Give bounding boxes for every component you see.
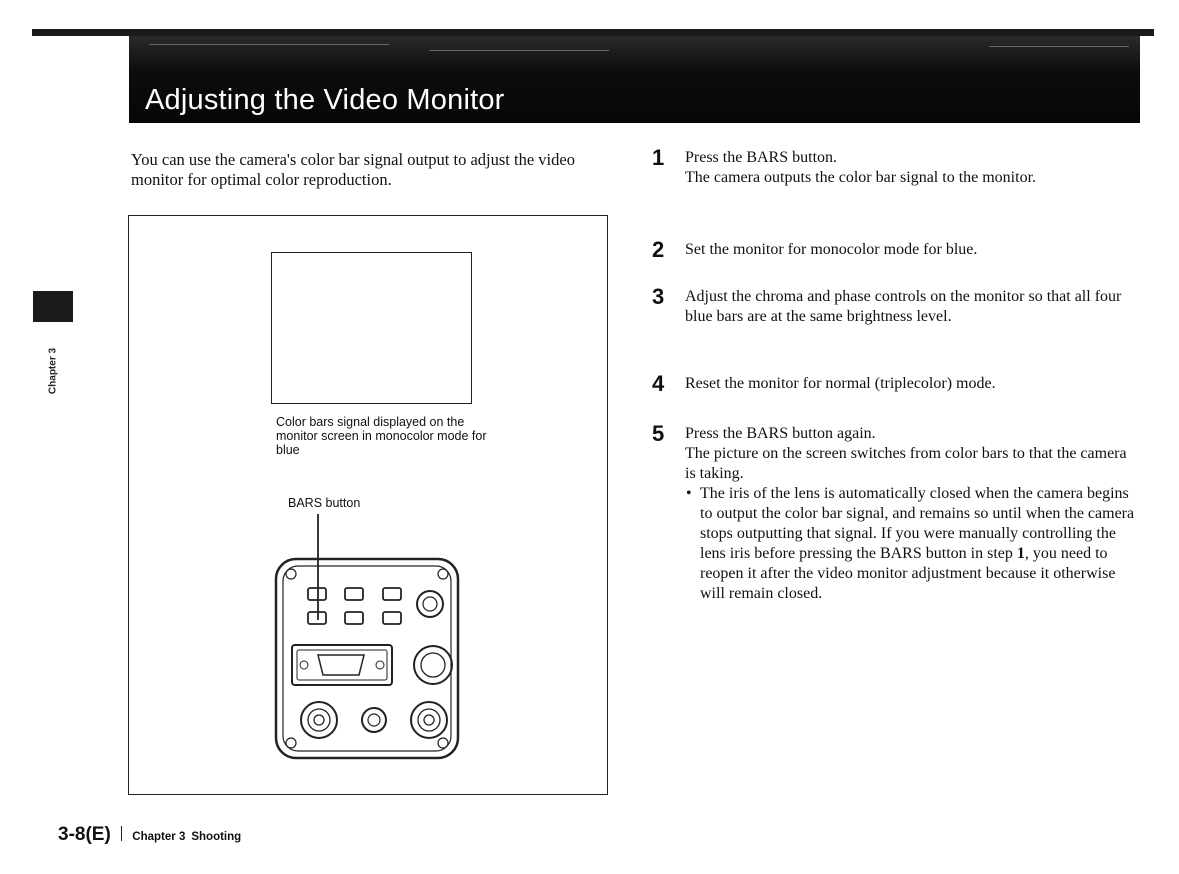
screw-icon: [438, 738, 448, 748]
footer-section: Shooting: [191, 831, 242, 843]
step-result: The camera outputs the color bar signal to the monitor.: [685, 169, 1037, 186]
step-number: 4: [652, 371, 665, 396]
step-number: 5: [652, 421, 665, 446]
chapter-tab-marker: [33, 291, 73, 322]
intro-paragraph: You can use the camera's color bar signal output to adjust the video monitor for optimal color reproduction.: [131, 150, 575, 189]
header-rule: [32, 29, 1154, 36]
bnc-connector-icon: [411, 702, 447, 738]
step-number: 1: [652, 145, 665, 170]
scan-noise: [989, 46, 1129, 47]
page-title: Adjusting the Video Monitor: [145, 84, 505, 116]
bnc-connector-icon: [301, 702, 337, 738]
step-action: Reset the monitor for normal (triplecolor) mode.: [685, 375, 996, 392]
step-action: Adjust the chroma and phase controls on the monitor so that all four blue bars are at the same brightness level.: [685, 288, 1122, 325]
bullet-icon: •: [686, 485, 692, 502]
scan-noise: [149, 44, 389, 45]
d-sub-connector: [292, 645, 392, 685]
bars-button: [308, 612, 326, 624]
step-number: 3: [652, 284, 665, 309]
screw-icon: [438, 569, 448, 579]
figure-caption: Color bars signal displayed on the monitor screen in monocolor mode for blue: [276, 415, 487, 457]
camera-rear-panel-illustration: [129, 216, 609, 796]
step-action: Press the BARS button.: [685, 149, 838, 166]
figure-box: [128, 215, 608, 795]
note-text: , you need to reopen it after the video monitor adjustment because it otherwise will remain closed.: [700, 545, 1116, 602]
page-footer: [58, 824, 241, 846]
dc-in-connector-icon: [362, 708, 386, 732]
footer-chapter: Chapter 3: [132, 831, 186, 843]
screw-icon: [286, 569, 296, 579]
round-connector-icon: [414, 646, 452, 684]
step-result: The picture on the screen switches from color bars to that the camera is taking.: [685, 445, 1127, 482]
button-grid: [308, 588, 401, 624]
step-number: 2: [652, 237, 665, 262]
chapter-side-label: Chapter 3: [47, 347, 59, 395]
step-reference: 1: [1016, 545, 1025, 562]
page-number: 3-8(E): [58, 824, 111, 845]
footer-divider: [121, 826, 123, 841]
step-note: [685, 484, 1135, 604]
step-action: Press the BARS button again.: [685, 425, 876, 442]
step-action: Set the monitor for monocolor mode for blue.: [685, 241, 978, 258]
note-text: The iris of the lens is automatically closed when the camera begins to output the color bar signal, and remains so until when the camera stops outputting that signal. If you were manually controlling the lens iris before pressing the BARS button in step: [700, 485, 1135, 562]
scan-noise: [429, 50, 609, 51]
small-connector-icon: [417, 591, 443, 617]
bars-button-callout: BARS button: [288, 496, 361, 510]
title-bar: [129, 36, 1140, 123]
screw-icon: [286, 738, 296, 748]
